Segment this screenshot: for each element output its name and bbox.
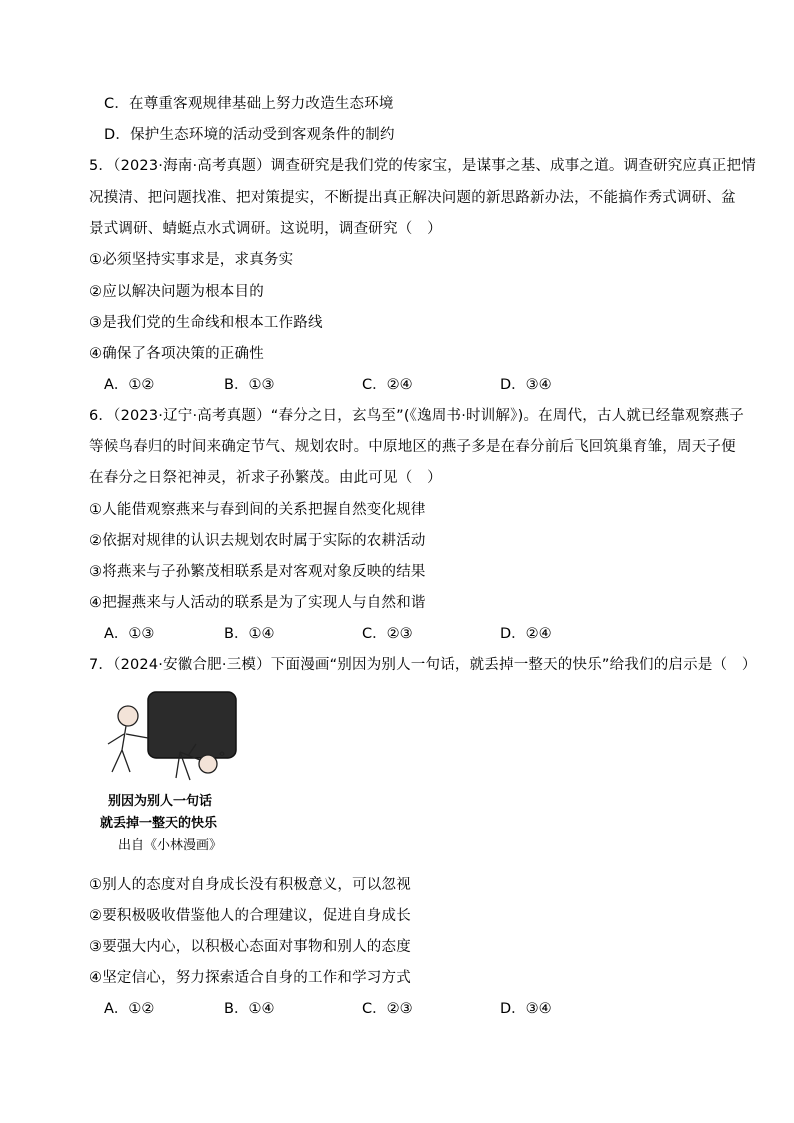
q5-choice-a[interactable]: A．①②	[104, 377, 155, 393]
q5-statement-1: ①必须坚持实事求是，求真务实	[89, 252, 294, 268]
comic-illustration	[96, 688, 246, 858]
q5-stem-line1: 5．（2023·海南·高考真题）调查研究是我们党的传家宝，是谋事之基、成事之道。调查研究应真正把情	[89, 158, 756, 174]
q6-statement-1: ①人能借观察燕来与春到间的关系把握自然变化规律	[89, 502, 426, 518]
q6-choice-a[interactable]: A．①③	[104, 626, 155, 642]
q5-statement-2: ②应以解决问题为根本目的	[89, 284, 264, 300]
q7-statement-3: ③要强大内心，以积极心态面对事物和别人的态度	[89, 939, 411, 955]
q5-statement-4: ④确保了各项决策的正确性	[89, 346, 264, 362]
q7-statement-1: ①别人的态度对自身成长没有积极意义，可以忽视	[89, 877, 411, 893]
q6-choice-d[interactable]: D．②④	[500, 626, 552, 642]
comic-caption-source: 出自《小林漫画》	[118, 838, 223, 853]
q7-statement-2: ②要积极吸收借鉴他人的合理建议，促进自身成长	[89, 908, 411, 924]
q5-choice-d[interactable]: D．③④	[500, 377, 552, 393]
q7-stem-line1: 7．（2024·安徽合肥·三模）下面漫画“别因为别人一句话，就丢掉一整天的快乐”给我们的启示是（ ）	[89, 657, 757, 673]
comic-caption-line2: 就丢掉一整天的快乐	[100, 816, 218, 831]
q7-choice-d[interactable]: D．③④	[500, 1001, 552, 1017]
q6-statement-3: ③将燕来与子孙繁茂相联系是对客观对象反映的结果	[89, 564, 426, 580]
q5-stem-line2: 况摸清、把问题找准、把对策提实，不断提出真正解决问题的新思路新办法，不能搞作秀式调研、盆	[89, 190, 736, 206]
q7-statement-4: ④坚定信心，努力探索适合自身的工作和学习方式	[89, 970, 411, 986]
q6-statement-2: ②依据对规律的认识去规划农时属于实际的农耕活动	[89, 533, 426, 549]
q4-option-d: D．保护生态环境的活动受到客观条件的制约	[104, 127, 395, 143]
q7-choice-c[interactable]: C．②③	[362, 1001, 413, 1017]
q7-choice-b[interactable]: B．①④	[224, 1001, 275, 1017]
comic-caption-line1: 别因为别人一句话	[108, 794, 213, 809]
q6-choice-c[interactable]: C．②③	[362, 626, 413, 642]
q5-statement-3: ③是我们党的生命线和根本工作路线	[89, 315, 323, 331]
q7-choice-a[interactable]: A．①②	[104, 1001, 155, 1017]
q5-choice-b[interactable]: B．①③	[224, 377, 275, 393]
q4-option-c: C．在尊重客观规律基础上努力改造生态环境	[104, 96, 394, 112]
left-figure-body	[108, 726, 148, 772]
q5-choice-c[interactable]: C．②④	[362, 377, 413, 393]
right-figure-head	[199, 755, 217, 773]
q6-stem-line2: 等候鸟春归的时间来确定节气、规划农时。中原地区的燕子多是在春分前后飞回筑巢育雏，周天子便	[89, 439, 736, 455]
dark-burden-shape	[148, 692, 236, 758]
q6-stem-line3: 在春分之日祭祀神灵，祈求子孙繁茂。由此可见（ ）	[89, 470, 442, 486]
left-figure-head	[118, 706, 138, 726]
q6-choice-b[interactable]: B．①④	[224, 626, 275, 642]
q5-stem-line3: 景式调研、蜻蜓点水式调研。这说明，调查研究（ ）	[89, 221, 442, 237]
q6-statement-4: ④把握燕来与人活动的联系是为了实现人与自然和谐	[89, 595, 426, 611]
q6-stem-line1: 6．（2023·辽宁·高考真题）“春分之日，玄鸟至”(《逸周书·时训解》)。在周代，古人就已经靠观察燕子	[89, 408, 744, 424]
comic-drawing	[96, 688, 246, 788]
